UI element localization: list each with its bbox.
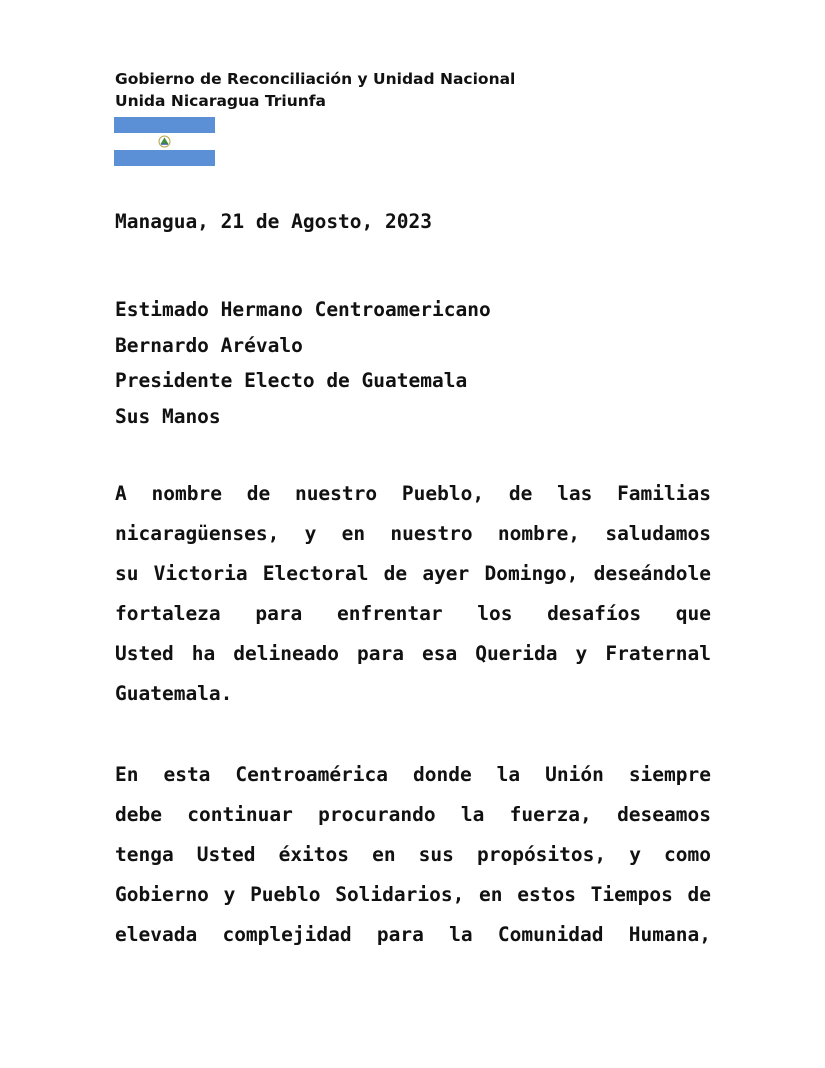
paragraph-line: Usted ha delineado para esa Querida y Fraternal	[115, 642, 711, 665]
letter-date: Managua, 21 de Agosto, 2023	[115, 210, 432, 233]
nicaragua-flag-icon	[114, 117, 215, 166]
recipient-delivery: Sus Manos	[115, 405, 221, 428]
paragraph-wishes	[115, 755, 711, 955]
paragraph-line: Gobierno y Pueblo Solidarios, en estos Tiempos de	[115, 883, 711, 906]
recipient-name: Bernardo Arévalo	[115, 334, 303, 357]
recipient-title: Presidente Electo de Guatemala	[115, 369, 468, 392]
coat-of-arms-icon	[157, 133, 172, 150]
paragraph-line: Guatemala.	[115, 682, 233, 705]
paragraph-line: tenga Usted éxitos en sus propósitos, y como	[115, 843, 711, 866]
recipient-salutation: Estimado Hermano Centroamericano	[115, 298, 491, 321]
paragraph-line: fortaleza para enfrentar los desafíos que	[115, 602, 711, 625]
flag-bottom-band	[114, 150, 215, 166]
paragraph-line: nicaragüenses, y en nuestro nombre, saludamos	[115, 522, 711, 545]
paragraph-line: En esta Centroamérica donde la Unión siempre	[115, 763, 711, 786]
paragraph-congratulations	[115, 474, 711, 714]
paragraph-line: su Victoria Electoral de ayer Domingo, deseándole	[115, 562, 711, 585]
government-name: Gobierno de Reconciliación y Unidad Nacional	[115, 70, 516, 88]
paragraph-line: debe continuar procurando la fuerza, deseamos	[115, 803, 711, 826]
paragraph-line: elevada complejidad para la Comunidad Humana,	[115, 923, 711, 946]
government-slogan: Unida Nicaragua Triunfa	[115, 92, 327, 110]
paragraph-line: A nombre de nuestro Pueblo, de las Familias	[115, 482, 711, 505]
flag-top-band	[114, 117, 215, 133]
